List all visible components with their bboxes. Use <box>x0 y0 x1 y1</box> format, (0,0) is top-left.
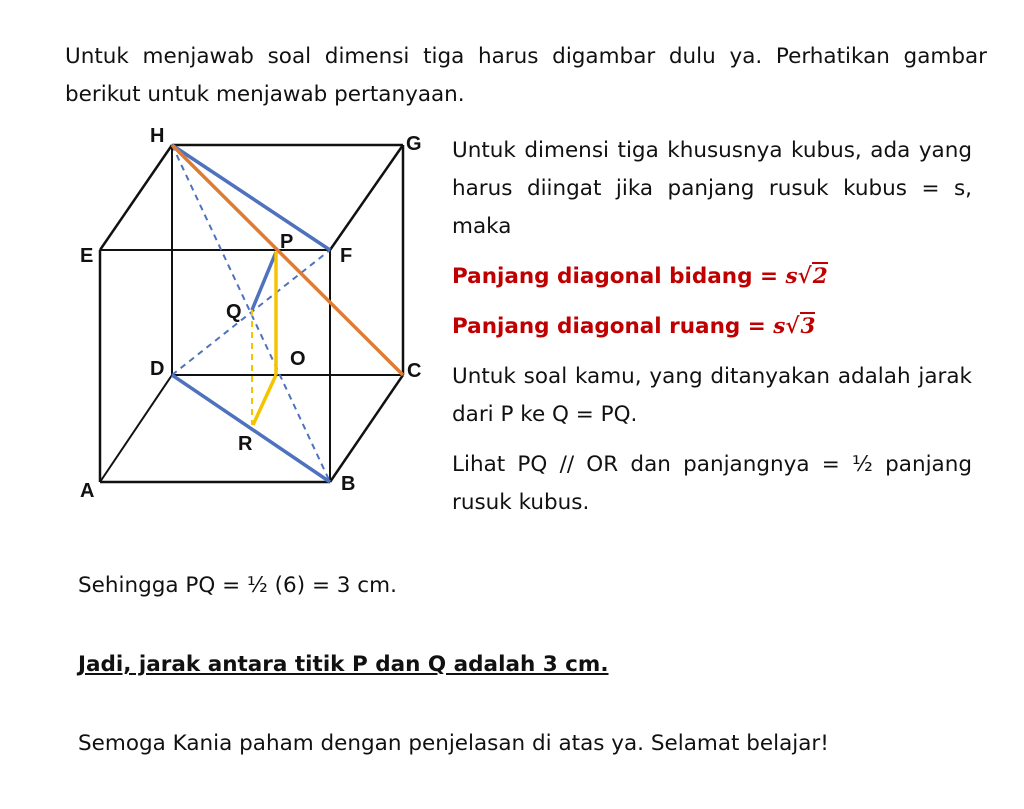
edge-CB <box>330 375 403 482</box>
edge-HE <box>100 145 172 250</box>
label-B: B <box>341 473 356 495</box>
conclusion-line: Jadi, jarak antara titik P dan Q adalah 3 cm. <box>78 652 609 677</box>
label-D: D <box>150 358 165 380</box>
cube-figure <box>70 120 450 514</box>
label-Q: Q <box>226 301 242 323</box>
label-P: P <box>280 231 294 253</box>
edge-DA <box>100 375 172 482</box>
formula-face-diagonal: Panjang diagonal bidang = s√2 <box>452 264 828 289</box>
label-R: R <box>238 433 253 455</box>
label-O: O <box>290 348 306 370</box>
label-H: H <box>150 125 165 147</box>
label-A: A <box>80 480 95 502</box>
diagonal-HC <box>172 145 403 375</box>
label-E: E <box>80 245 94 267</box>
label-C: C <box>407 360 422 382</box>
intro-paragraph: Untuk menjawab soal dimensi tiga harus digambar dulu ya. Perhatikan gambar berikut untuk menjawab pertanyaan. <box>65 44 987 107</box>
formula-space-diagonal: Panjang diagonal ruang = s√3 <box>452 314 816 339</box>
explanation-paragraph-2: Untuk soal kamu, yang ditanyakan adalah jarak dari P ke Q = PQ. <box>452 364 972 427</box>
explanation-paragraph-1: Untuk dimensi tiga khususnya kubus, ada yang harus diingat jika panjang rusuk kubus = s, maka <box>452 138 972 239</box>
label-G: G <box>406 133 422 155</box>
segment-OR <box>253 375 276 425</box>
explanation-paragraph-3: Lihat PQ // OR dan panjangnya = ½ panjang rusuk kubus. <box>452 452 972 515</box>
side-explanation <box>452 132 972 522</box>
closing-line: Semoga Kania paham dengan penjelasan di atas ya. Selamat belajar! <box>78 731 829 756</box>
cube-diagram <box>70 120 450 510</box>
label-F: F <box>340 245 353 267</box>
edge-GF <box>330 145 403 250</box>
result-line: Sehingga PQ = ½ (6) = 3 cm. <box>78 573 397 598</box>
segment-PQ <box>252 252 276 310</box>
